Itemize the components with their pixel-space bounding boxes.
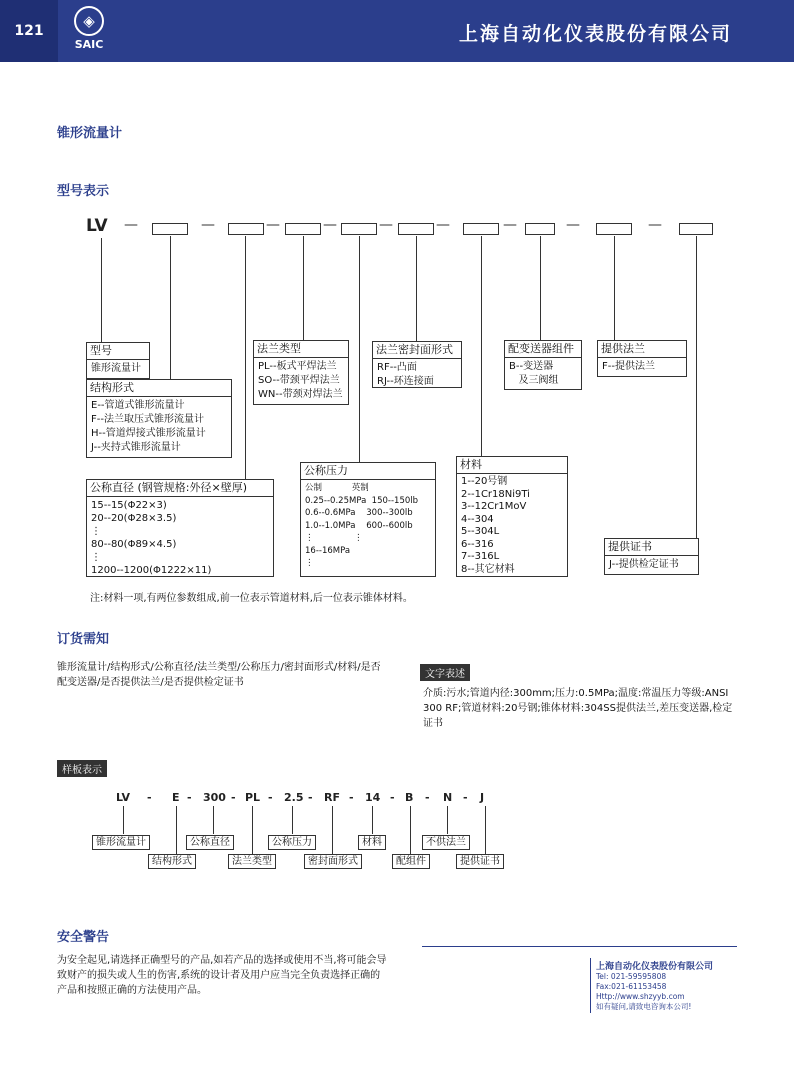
example-line <box>410 806 411 854</box>
connector-line <box>481 236 482 456</box>
safety-text: 为安全起见,请选择正确型号的产品,如若产品的选择或使用不当,将可能会导致财产的损失或人生的伤害,系统的设计者及用户应当完全负责选择正确的产品和按照正确的方法使用产品。 <box>57 955 387 996</box>
company-name: 上海自动化仪表股份有限公司 <box>458 23 732 45</box>
box-type-body: 锥形流量计 <box>91 363 141 374</box>
example-line <box>176 806 177 854</box>
example-label-type: 锥形流量计 <box>92 835 150 850</box>
box-transmitter-body: B--变送器 及三阀组 <box>509 361 559 386</box>
connector-line <box>614 236 615 340</box>
example-code: 2.5 <box>284 791 304 804</box>
dash: — <box>323 217 337 233</box>
box-cert-body: J--提供检定证书 <box>609 559 679 570</box>
example-line <box>372 806 373 834</box>
box-pressure-head: 公称压力 <box>301 463 435 480</box>
example-line <box>485 806 486 854</box>
connector-line <box>245 236 246 479</box>
connector-line <box>359 236 360 462</box>
dash: — <box>379 217 393 233</box>
box-flange-head: 法兰类型 <box>254 341 348 358</box>
material-note: 注:材料一项,有两位参数组成,前一位表示管道材料,后一位表示锥体材料。 <box>90 593 413 604</box>
dash: — <box>201 217 215 233</box>
box-flange-body: PL--板式平焊法兰 SO--带颈平焊法兰 WN--带颈对焊法兰 <box>258 361 343 400</box>
box-diameter-head: 公称直径 (钢管规格:外径×壁厚) <box>87 480 273 497</box>
box-diameter <box>86 479 274 577</box>
box-structure-head: 结构形式 <box>87 380 231 397</box>
code-slot-transmitter <box>525 223 555 235</box>
footer-company: 上海自动化仪表股份有限公司 <box>596 962 714 972</box>
dash: — <box>648 217 662 233</box>
logo-icon: ◈ <box>74 6 104 36</box>
example-label-no-flange: 不供法兰 <box>422 835 470 850</box>
box-seal-body: RF--凸面 RJ--环连接面 <box>377 362 434 387</box>
box-structure <box>86 379 232 458</box>
footer-web[interactable]: Http://www.shzyyb.com <box>596 992 685 1001</box>
box-type <box>86 342 150 379</box>
example-dash: - <box>147 791 152 804</box>
box-transmitter <box>504 340 582 390</box>
order-text: 锥形流量计/结构形式/公称直径/法兰类型/公称压力/密封面形式/材料/是否配变送器/是否提供法兰/是否提供检定证书 <box>57 662 381 688</box>
model-prefix: LV <box>86 216 108 236</box>
footer-contact <box>596 962 713 1012</box>
example-code: J <box>480 791 485 804</box>
box-cert <box>604 538 699 575</box>
box-seal-head: 法兰密封面形式 <box>373 342 461 359</box>
box-pressure <box>300 462 436 577</box>
example-label-pressure: 公称压力 <box>268 835 316 850</box>
box-cert-head: 提供证书 <box>605 539 698 556</box>
example-code: N <box>443 791 453 804</box>
code-slot-pressure <box>341 223 377 235</box>
footer-fax: Fax:021-61153458 <box>596 982 667 991</box>
example-code: RF <box>324 791 340 804</box>
code-slot-diameter <box>228 223 264 235</box>
example-label-seal: 密封面形式 <box>304 854 362 869</box>
box-diameter-body: 15--15(Φ22×3) 20--20(Φ28×3.5) ⋮ 80--80(Φ89×4.5) ⋮ 1200--1200(Φ1222×11) <box>91 500 212 576</box>
example-dash: - <box>425 791 430 804</box>
code-slot-cert <box>679 223 713 235</box>
example-dash: - <box>231 791 236 804</box>
box-material <box>456 456 568 577</box>
example-code: 300 <box>203 791 226 804</box>
example-code: LV <box>116 791 131 804</box>
example-label-structure: 结构形式 <box>148 854 196 869</box>
example-line <box>123 806 124 834</box>
connector-line <box>303 236 304 340</box>
divider <box>422 946 737 947</box>
logo-text: SAIC <box>74 38 104 51</box>
example-dash: - <box>390 791 395 804</box>
example-code: B <box>405 791 414 804</box>
box-pressure-body: 公制 英制 0.25--0.25MPa 150--150lb 0.6--0.6MPa 300--300lb 1.0--1.0MPa 600--600lb ⋮ ⋮ 16--16MPa ⋮ <box>305 483 419 568</box>
example-dash: - <box>308 791 313 804</box>
dash: — <box>503 217 517 233</box>
model-section-title: 型号表示 <box>57 184 110 199</box>
box-flange <box>253 340 349 405</box>
example-line <box>252 806 253 854</box>
code-slot-material <box>463 223 499 235</box>
connector-line <box>696 236 697 538</box>
code-slot-flange <box>285 223 321 235</box>
footer-tel: Tel: 021-59595808 <box>596 972 667 981</box>
box-supply <box>597 340 687 377</box>
example-dash: - <box>187 791 192 804</box>
safety-section-title: 安全警告 <box>57 930 110 945</box>
example-line <box>213 806 214 834</box>
example-label-material: 材料 <box>358 835 386 850</box>
order-section-title: 订货需知 <box>57 632 110 647</box>
example-dash: - <box>268 791 273 804</box>
page-number: 121 <box>0 0 58 62</box>
example-line <box>332 806 333 854</box>
page-title: 锥形流量计 <box>57 126 123 141</box>
footer-contact-note: 如有疑问,请致电咨询本公司! <box>596 1002 692 1011</box>
example-label-flange: 法兰类型 <box>228 854 276 869</box>
example-code: E <box>172 791 180 804</box>
box-supply-body: F--提供法兰 <box>602 361 655 372</box>
text-tag: 文字表述 <box>420 664 470 681</box>
page-header <box>0 0 794 62</box>
example-code: PL <box>245 791 261 804</box>
saic-logo <box>60 2 118 60</box>
example-code: 14 <box>365 791 381 804</box>
dash: — <box>124 217 138 233</box>
code-slot-supply <box>596 223 632 235</box>
dash: — <box>266 217 280 233</box>
connector-line <box>416 236 417 341</box>
code-slot-structure <box>152 223 188 235</box>
box-structure-body: E--管道式锥形流量计 F--法兰取压式锥形流量计 H--管道焊接式锥形流量计 J--夹持式锥形流量计 <box>91 400 206 453</box>
footer-divider <box>590 958 591 1013</box>
box-type-head: 型号 <box>87 343 149 360</box>
box-supply-head: 提供法兰 <box>598 341 686 358</box>
example-label-diameter: 公称直径 <box>186 835 234 850</box>
example-line <box>292 806 293 834</box>
example-dash: - <box>463 791 468 804</box>
example-label-cert: 提供证书 <box>456 854 504 869</box>
example-dash: - <box>349 791 354 804</box>
box-material-body: 1--20号钢 2--1Cr18Ni9Ti 3--12Cr1MoV 4--304 5--304L 6--316 7--316L 8--其它材料 <box>461 476 530 575</box>
connector-line <box>540 236 541 340</box>
dash: — <box>436 217 450 233</box>
dash: — <box>566 217 580 233</box>
box-seal <box>372 341 462 388</box>
text-description: 介质:污水;管道内径:300mm;压力:0.5MPa;温度:常温压力等级:ANSI 300 RF;管道材料:20号钢;锥体材料:304SS提供法兰,差压变送器,检定证书 <box>423 688 733 729</box>
sample-tag: 样板表示 <box>57 760 107 777</box>
connector-line <box>170 236 171 379</box>
example-label-assembly: 配组件 <box>392 854 430 869</box>
example-line <box>447 806 448 834</box>
box-transmitter-head: 配变送器组件 <box>505 341 581 358</box>
connector-line <box>101 238 102 342</box>
code-slot-seal <box>398 223 434 235</box>
box-material-head: 材料 <box>457 457 567 474</box>
